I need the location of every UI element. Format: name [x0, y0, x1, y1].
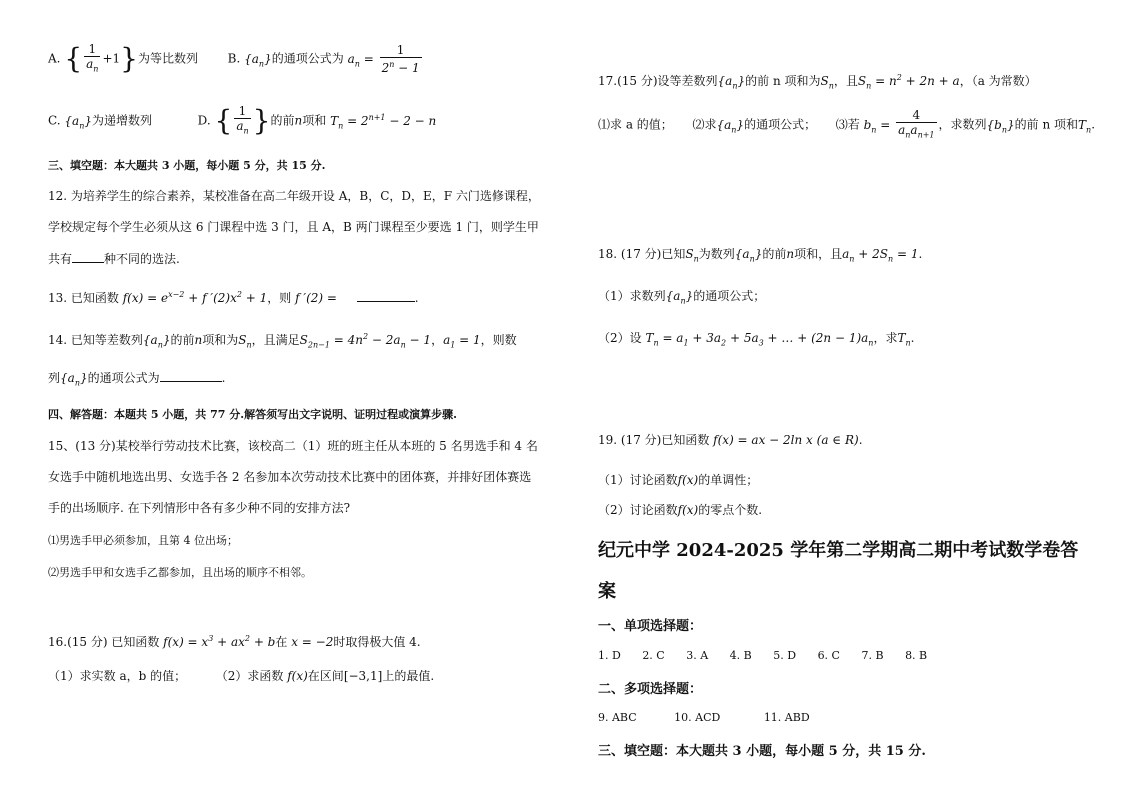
answer-item: 8. B	[905, 649, 928, 662]
q14-line-1: 14. 已知等差数列$\{a_n\}$的前n项和为$S_n$，且满足$S_{2n-1} = 4n^2 - 2a_n - 1$，$a_1 = 1$，则数	[48, 332, 517, 350]
answer-item: 6. C	[817, 649, 840, 662]
q12-answer-blank[interactable]	[72, 252, 104, 263]
section-solve: 四、解答题：本题共 5 小题，共 77 分.解答须写出文字说明、证明过程或演算步骤.	[48, 408, 457, 421]
q18-part-1: （1）求数列$\{a_n\}$的通项公式；	[598, 289, 766, 306]
answer-item: 4. B	[729, 649, 752, 662]
q15-line-2: 女选手中随机地选出男、女选手各 2 名参加本次劳动技术比赛中的团体赛，并排好团体赛选	[48, 470, 532, 484]
answer-title-line-2: 案	[598, 581, 616, 602]
q19: 19. (17 分)已知函数 f(x) = ax − 2ln x (a ∈ R).	[598, 433, 863, 447]
section-fill-blank: 三、填空题：本大题共 3 小题，每小题 5 分，共 15 分.	[48, 159, 326, 172]
q17: 17.(15 分)设等差数列$\{a_n\}$的前 n 项和为$S_n$，且$S_n = n^2 + 2n + a$，（a 为常数）	[598, 73, 1037, 91]
answer-item: 11. ABD	[763, 711, 810, 724]
answer-title-line-1: 纪元中学 2024-2025 学年第二学期高二期中考试数学卷答	[598, 540, 1079, 561]
q18: 18. (17 分)已知$S_n$为数列$\{a_n\}$的前n项和，且$a_n + 2S_n = 1$.	[598, 247, 923, 264]
answer-multi-row	[598, 710, 828, 726]
q12-line-1: 12. 为培养学生的综合素养，某校准备在高二年级开设 A，B，C，D，E，F 六门选修课程，	[48, 189, 540, 203]
q15-part-2: ⑵男选手甲和女选手乙都参加，且出场的顺序不相邻。	[48, 566, 312, 579]
answer-item: 1. D	[598, 649, 621, 662]
q14-line-2: 列$\{a_n\}$的通项公式为 .	[48, 371, 226, 388]
q16: 16.(15 分) 已知函数 $f(x) = x^3 + ax^2 + b$在 x = −2时取得极大值 4.	[48, 634, 421, 649]
answer-item: 5. D	[773, 649, 797, 662]
q12-line-2: 学校规定每个学生必须从这 6 门课程中选 3 门，且 A，B 两门课程至少要选 1 门，则学生甲	[48, 220, 539, 234]
option-c-d: C. $\{a_n\}$为递增数列 D. { $\frac{1}{a_n}$ }的前n项和 $T_n = 2^{n+1} - 2 - n$	[48, 104, 437, 138]
answer-item: 2. C	[642, 649, 665, 662]
q15-part-1: ⑴男选手甲必须参加，且第 4 位出场；	[48, 534, 238, 547]
q15-line-1: 15、(13 分)某校举行劳动技术比赛，该校高二（1）班的班主任从本班的 5 名男选手和 4 名	[48, 439, 538, 453]
q16-parts: （1）求实数 a，b 的值； （2）求函数 f(x)在区间[−3,1]上的最值.	[48, 669, 435, 683]
q18-part-2: （2）设 $T_n = a_1 + 3a_2 + 5a_3$ + … + $(2n - 1)a_n$，求$T_n$.	[598, 331, 915, 348]
q15-line-3: 手的出场顺序. 在下列情形中各有多少种不同的安排方法?	[48, 501, 351, 515]
q17-parts: ⑴求 a 的值； ⑵求$\{a_n\}$的通项公式； ⑶若 $b_n$ = $\frac{4}{a_na_{n+1}}$ ，求数列$\{b_n\}$的前 n 项和$T_n$.	[598, 108, 1096, 140]
answer-section-multi: 二、多项选择题：	[598, 682, 703, 697]
answer-section-fill: 三、填空题：本大题共 3 小题，每小题 5 分，共 15 分.	[598, 744, 926, 759]
answer-item: 7. B	[861, 649, 884, 662]
option-a: A. { $\frac{1}{a_n}$ +1}为等比数列 B. $\{a_n\}$的通项公式为 $a_n$ = $\frac{1}{2^n - 1}$	[48, 42, 420, 76]
q19-part-2: （2）讨论函数f(x)的零点个数.	[598, 503, 763, 517]
q14-answer-blank[interactable]	[160, 371, 222, 382]
answer-item: 10. ACD	[674, 711, 721, 724]
answer-single-row	[598, 648, 945, 664]
answer-section-single: 一、单项选择题：	[598, 619, 703, 634]
answer-item: 9. ABC	[598, 711, 637, 724]
q13: 13. 已知函数 $f(x) = e^{x-2} + f$ $'(2)x^2 + 1$，则 f ′(2) = .	[48, 290, 419, 305]
q13-answer-blank[interactable]	[357, 291, 415, 302]
answer-item: 3. A	[686, 649, 709, 662]
q12-line-3: 共有 种不同的选法.	[48, 252, 180, 266]
q19-part-1: （1）讨论函数f(x)的单调性；	[598, 473, 759, 487]
